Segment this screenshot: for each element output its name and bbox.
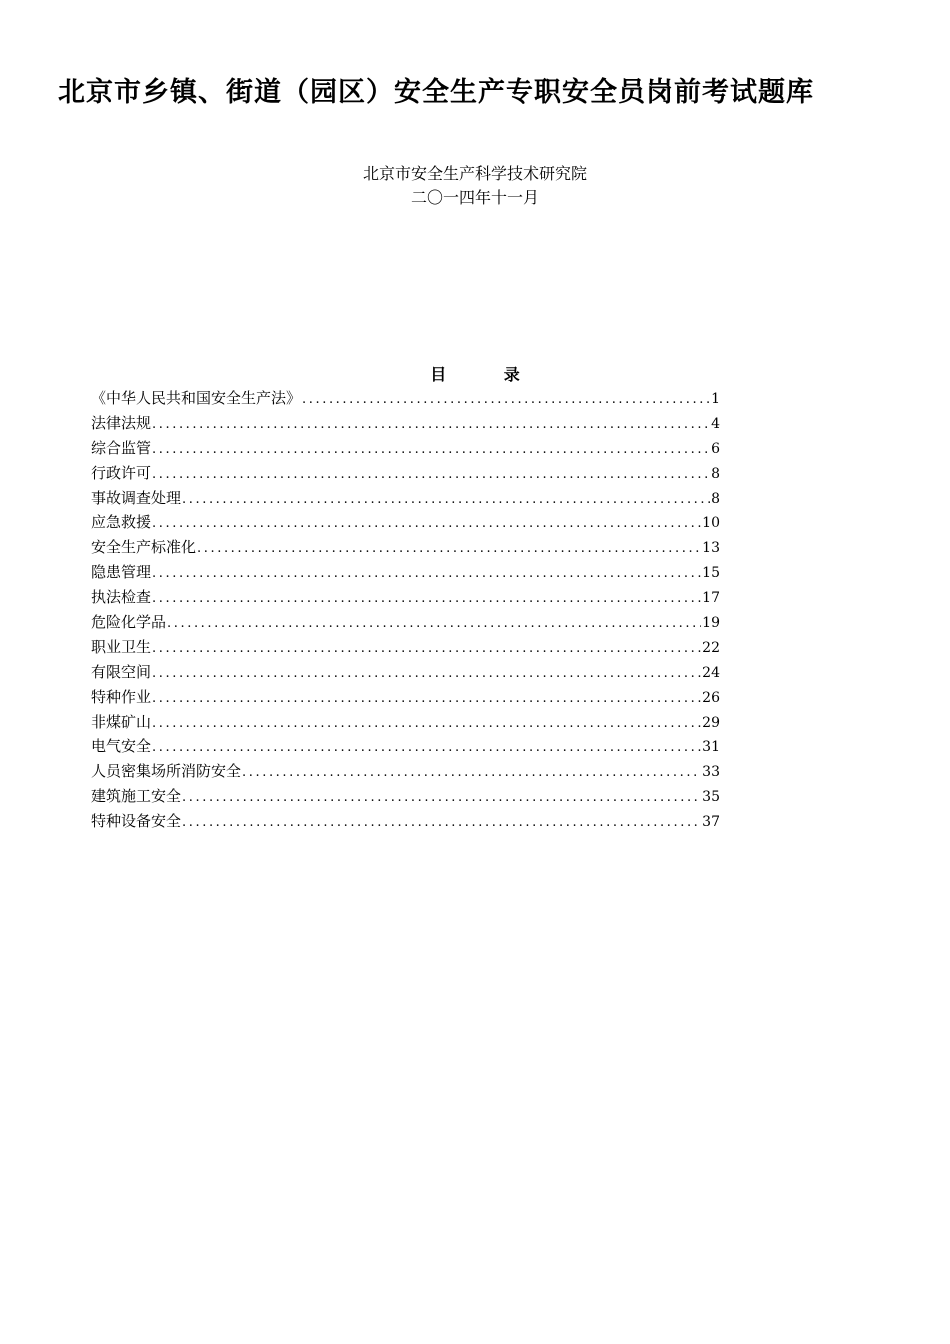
toc-entry-page-number: 22 (702, 639, 720, 656)
toc-entry-label: 职业卫生 (91, 637, 152, 656)
toc-dot-leader (152, 687, 701, 710)
toc-entry-page-number: 15 (702, 565, 720, 582)
toc-entry[interactable] (91, 585, 720, 610)
toc-entry-label: 安全生产标准化 (91, 538, 197, 557)
toc-dot-leader (152, 413, 710, 436)
toc-entry[interactable] (91, 685, 720, 710)
toc-entry-label: 应急救援 (91, 513, 152, 532)
toc-dot-leader (152, 637, 701, 660)
toc-dot-leader (152, 512, 701, 535)
toc-entry-page-number: 8 (711, 465, 720, 482)
toc-entry-page-number: 31 (702, 739, 720, 756)
toc-dot-leader (152, 562, 701, 585)
toc-dot-leader (152, 662, 701, 685)
document-title: 北京市乡镇、街道（园区）安全生产专职安全员岗前考试题库 (58, 77, 814, 108)
table-of-contents (91, 386, 720, 834)
toc-dot-leader (152, 463, 710, 486)
toc-entry[interactable] (91, 486, 720, 511)
toc-entry[interactable] (91, 610, 720, 635)
toc-entry-page-number: 6 (711, 440, 720, 457)
toc-dot-leader (152, 438, 710, 461)
toc-entry-label: 人员密集场所消防安全 (91, 762, 242, 781)
toc-dot-leader (302, 388, 710, 411)
toc-entry[interactable] (91, 436, 720, 461)
toc-entry-label: 隐患管理 (91, 563, 152, 582)
toc-entry[interactable] (91, 535, 720, 560)
toc-entry-label: 危险化学品 (91, 613, 167, 632)
toc-entry[interactable] (91, 784, 720, 809)
toc-dot-leader (152, 736, 701, 759)
toc-entry[interactable] (91, 560, 720, 585)
toc-entry-label: 建筑施工安全 (91, 787, 182, 806)
toc-entry[interactable] (91, 461, 720, 486)
toc-entry[interactable] (91, 510, 720, 535)
publisher-block (0, 162, 950, 210)
toc-entry[interactable] (91, 660, 720, 685)
toc-entry[interactable] (91, 759, 720, 784)
toc-dot-leader (197, 537, 701, 560)
toc-entry-label: 事故调查处理 (91, 488, 182, 507)
toc-entry-label: 非煤矿山 (91, 712, 152, 731)
toc-dot-leader (182, 488, 710, 511)
toc-entry-label: 电气安全 (91, 737, 152, 756)
toc-entry-page-number: 19 (702, 615, 720, 632)
toc-entry[interactable] (91, 635, 720, 660)
toc-entry-label: 《中华人民共和国安全生产法》 (91, 389, 302, 407)
toc-dot-leader (167, 612, 701, 635)
toc-entry-page-number: 4 (711, 415, 720, 432)
toc-entry-page-number: 24 (702, 664, 720, 681)
toc-dot-leader (182, 811, 701, 834)
publication-date: 二〇一四年十一月 (410, 188, 539, 207)
toc-entry-label: 有限空间 (91, 662, 152, 681)
toc-entry-page-number: 37 (702, 814, 720, 831)
toc-entry[interactable] (91, 809, 720, 834)
toc-entry-label: 特种作业 (91, 687, 152, 706)
toc-entry-page-number: 35 (702, 789, 720, 806)
toc-entry-label: 特种设备安全 (91, 812, 182, 831)
toc-entry-page-number: 33 (702, 764, 720, 781)
toc-entry[interactable] (91, 734, 720, 759)
toc-entry-page-number: 10 (702, 515, 720, 532)
toc-entry-page-number: 17 (702, 590, 720, 607)
toc-entry[interactable] (91, 710, 720, 735)
toc-dot-leader (182, 786, 701, 809)
toc-dot-leader (242, 761, 701, 784)
toc-heading: 目 录 (430, 365, 546, 384)
toc-entry-page-number: 1 (711, 391, 720, 407)
toc-entry-page-number: 29 (702, 714, 720, 731)
organization-name: 北京市安全生产科学技术研究院 (362, 164, 587, 183)
toc-dot-leader (152, 587, 701, 610)
toc-entry-page-number: 8 (711, 490, 720, 507)
toc-entry-label: 综合监管 (91, 438, 152, 457)
toc-entry-label: 行政许可 (91, 463, 152, 482)
toc-dot-leader (152, 712, 701, 735)
toc-entry-label: 执法检查 (91, 588, 152, 607)
toc-entry-page-number: 13 (702, 540, 720, 557)
toc-entry-page-number: 26 (702, 689, 720, 706)
toc-entry-label: 法律法规 (91, 413, 152, 432)
toc-entry[interactable] (91, 386, 720, 411)
toc-entry[interactable] (91, 411, 720, 436)
